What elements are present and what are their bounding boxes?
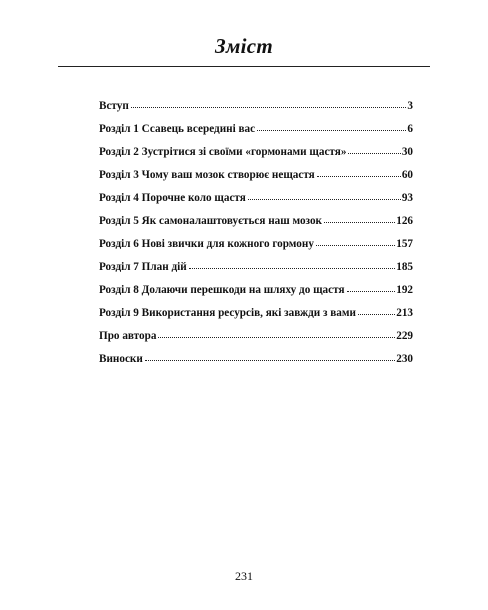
toc-entry-title: Розділ 8 Долаючи перешкоди на шляху до щастя xyxy=(99,284,345,296)
dot-leader xyxy=(324,219,395,223)
toc-entry xyxy=(99,215,413,238)
dot-leader xyxy=(358,311,395,315)
toc-entry-page: 6 xyxy=(407,123,413,135)
toc-entry-page: 30 xyxy=(401,146,413,158)
toc-entry xyxy=(99,284,413,307)
toc-entry-title: Розділ 5 Як самоналаштовується наш мозок xyxy=(99,215,323,227)
toc-entry xyxy=(99,330,413,353)
toc-entry-page: 185 xyxy=(396,261,413,273)
toc-entry-page: 229 xyxy=(396,330,413,342)
toc-entry xyxy=(99,100,413,123)
toc-entry-title: Розділ 4 Порочне коло щастя xyxy=(99,192,246,204)
toc-entry-title: Про автора xyxy=(99,330,157,342)
toc-entry-page: 230 xyxy=(396,353,413,365)
toc-entry-page: 60 xyxy=(401,169,413,181)
page-number: 231 xyxy=(235,569,253,583)
toc-entry-title: Розділ 3 Чому ваш мозок створює нещастя xyxy=(99,169,315,181)
dot-leader xyxy=(189,265,396,269)
dot-leader xyxy=(131,104,407,108)
toc-entry xyxy=(99,238,413,261)
toc-entry xyxy=(99,261,413,284)
toc-entry-page: 3 xyxy=(407,100,413,112)
toc-entry-title: Вступ xyxy=(99,100,129,112)
toc-entry xyxy=(99,192,413,215)
toc-entry-page: 157 xyxy=(396,238,413,250)
toc-entry xyxy=(99,307,413,330)
toc-entry-page: 192 xyxy=(396,284,413,296)
dot-leader xyxy=(348,150,400,154)
dot-leader xyxy=(248,196,401,200)
dot-leader xyxy=(317,173,401,177)
dot-leader xyxy=(316,242,395,246)
toc-entry-page: 126 xyxy=(396,215,413,227)
table-of-contents xyxy=(99,100,413,376)
toc-entry-page: 213 xyxy=(396,307,413,319)
title-divider xyxy=(58,66,430,67)
dot-leader xyxy=(347,288,396,292)
dot-leader xyxy=(145,357,395,361)
toc-entry xyxy=(99,353,413,376)
toc-entry-title: Розділ 9 Використання ресурсів, які завжди з вами xyxy=(99,307,356,319)
toc-entry xyxy=(99,146,413,169)
toc-entry xyxy=(99,169,413,192)
toc-entry-title: Розділ 1 Ссавець всередині вас xyxy=(99,123,256,135)
toc-entry-title: Виноски xyxy=(99,353,143,365)
dot-leader xyxy=(257,127,406,131)
toc-entry-page: 93 xyxy=(401,192,413,204)
toc-entry xyxy=(99,123,413,146)
page-title: Зміст xyxy=(214,34,274,58)
toc-entry-title: Розділ 7 План дій xyxy=(99,261,187,273)
toc-entry-title: Розділ 6 Нові звички для кожного гормону xyxy=(99,238,314,250)
toc-entry-title: Розділ 2 Зустрітися зі своїми «гормонами щастя» xyxy=(99,146,347,158)
dot-leader xyxy=(158,334,395,338)
